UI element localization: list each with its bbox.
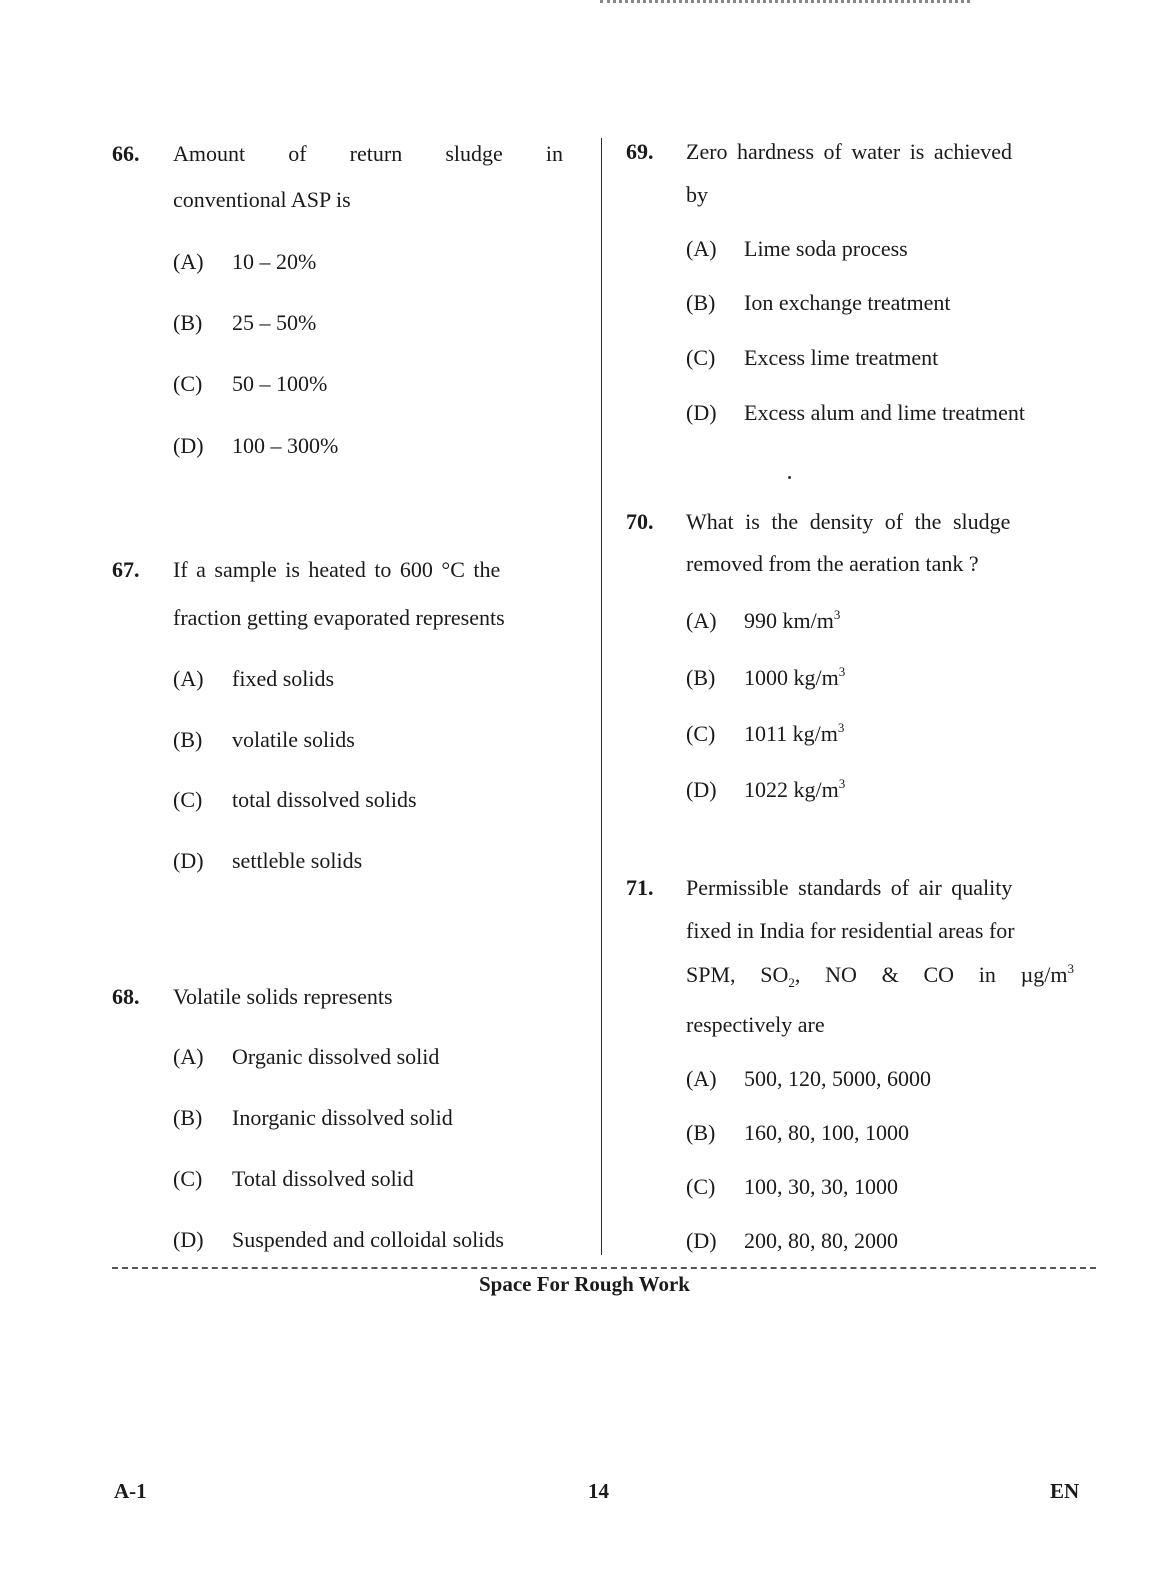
question-number: 67. (112, 557, 140, 582)
stem-punct: , (794, 962, 801, 987)
superscript: 3 (1067, 961, 1074, 976)
superscript: 3 (838, 664, 846, 679)
superscript: 3 (838, 776, 846, 791)
option-text-c: 100, 30, 30, 1000 (744, 1174, 898, 1199)
option-text-c: 50 – 100% (232, 371, 328, 396)
option-letter-a: (A) (173, 249, 204, 274)
option-letter-b: (B) (173, 727, 203, 752)
option-text-a: 500, 120, 5000, 6000 (744, 1066, 931, 1091)
option-text-d: Excess alum and lime treatment (744, 400, 1026, 425)
option-text-a: 10 – 20% (232, 249, 317, 274)
option-letter-c: (C) (173, 1166, 203, 1191)
option-letter-c: (C) (686, 345, 716, 370)
option-text-b: 160, 80, 100, 1000 (744, 1120, 909, 1145)
option-text-a (744, 608, 840, 634)
stem-word: SO (760, 962, 789, 987)
stem-word: CO (923, 962, 955, 987)
option-letter-a: (A) (686, 1066, 717, 1091)
stem-unit (1021, 962, 1074, 988)
stem-word: in (545, 141, 563, 166)
rough-work-label: Space For Rough Work (478, 1272, 690, 1296)
question-stem-line-3 (686, 962, 1074, 988)
column-divider (601, 138, 602, 1255)
option-text-b: Ion exchange treatment (744, 290, 951, 315)
question-number: 70. (626, 509, 654, 534)
stem-word: Amount (173, 141, 246, 166)
question-number: 66. (112, 141, 140, 166)
question-number: 71. (626, 875, 654, 900)
question-stem-line-1: Permissible standards of air quality (686, 875, 1013, 900)
footer-code: A-1 (114, 1479, 147, 1503)
option-letter-c: (C) (686, 1174, 716, 1199)
option-value: 1022 kg/m (744, 777, 839, 802)
question-stem-line-1 (173, 141, 563, 167)
option-letter-c: (C) (686, 721, 716, 746)
option-letter-b: (B) (686, 290, 716, 315)
question-stem-line-4: respectively are (686, 1012, 825, 1037)
option-letter-b: (B) (686, 665, 716, 690)
option-letter-a: (A) (686, 236, 717, 261)
stem-word: in (978, 962, 996, 987)
question-stem-line-1: Zero hardness of water is achieved (686, 139, 1013, 164)
superscript: 3 (837, 720, 845, 735)
option-letter-d: (D) (173, 848, 204, 873)
option-letter-d: (D) (686, 400, 717, 425)
stem-word-so2 (760, 962, 800, 988)
option-text-d: 200, 80, 80, 2000 (744, 1228, 898, 1253)
question-stem-line-2: removed from the aeration tank ? (686, 551, 979, 576)
subscript: 2 (788, 975, 795, 990)
option-letter-a: (A) (173, 666, 204, 691)
stem-word: of (288, 141, 307, 166)
option-text-c: Excess lime treatment (744, 345, 939, 370)
option-text-d (744, 777, 845, 803)
question-stem-line-2: fraction getting evaporated represents (173, 605, 505, 630)
option-value: 1000 kg/m (744, 665, 839, 690)
question-stem-line-1: What is the density of the sludge (686, 509, 1011, 534)
option-text-d: settleble solids (232, 848, 363, 873)
scan-speck (788, 476, 791, 479)
superscript: 3 (833, 607, 841, 622)
scan-artifact-top (600, 0, 970, 6)
option-letter-a: (A) (686, 608, 717, 633)
stem-word: & (881, 962, 899, 987)
option-letter-c: (C) (173, 371, 203, 396)
question-number: 68. (112, 984, 140, 1009)
option-text-c (744, 721, 844, 747)
question-stem-line-1: If a sample is heated to 600 °C the (173, 557, 501, 582)
rough-work-rule (112, 1267, 1096, 1269)
question-stem-line-1: Volatile solids represents (173, 984, 393, 1009)
option-value: 990 km/m (744, 608, 834, 633)
option-text-a: Lime soda process (744, 236, 908, 261)
option-letter-b: (B) (173, 1105, 203, 1130)
option-text-b: volatile solids (232, 727, 355, 752)
question-stem-line-2: by (686, 182, 708, 207)
option-text-a: fixed solids (232, 666, 335, 691)
option-text-d: Suspended and colloidal solids (232, 1227, 504, 1252)
option-text-c: total dissolved solids (232, 787, 417, 812)
option-letter-b: (B) (686, 1120, 716, 1145)
option-text-a: Organic dissolved solid (232, 1044, 440, 1069)
question-stem-line-2: fixed in India for residential areas for (686, 918, 1015, 943)
stem-word: return (349, 141, 403, 166)
footer-language: EN (1050, 1479, 1080, 1503)
option-text-d: 100 – 300% (232, 433, 339, 458)
footer-page-number: 14 (588, 1479, 609, 1503)
option-text-b: Inorganic dissolved solid (232, 1105, 453, 1130)
option-letter-d: (D) (173, 433, 204, 458)
stem-word: SPM, (686, 962, 736, 987)
question-stem-line-2: conventional ASP is (173, 187, 351, 212)
unit-text: µg/m (1020, 962, 1068, 987)
option-letter-d: (D) (173, 1227, 204, 1252)
option-letter-d: (D) (686, 777, 717, 802)
option-text-c: Total dissolved solid (232, 1166, 414, 1191)
option-letter-b: (B) (173, 310, 203, 335)
option-letter-a: (A) (173, 1044, 204, 1069)
option-value: 1011 kg/m (744, 721, 838, 746)
option-text-b (744, 665, 845, 691)
question-number: 69. (626, 139, 654, 164)
option-text-b: 25 – 50% (232, 310, 317, 335)
stem-word: sludge (445, 141, 503, 166)
option-letter-d: (D) (686, 1228, 717, 1253)
stem-word: NO (825, 962, 857, 987)
option-letter-c: (C) (173, 787, 203, 812)
